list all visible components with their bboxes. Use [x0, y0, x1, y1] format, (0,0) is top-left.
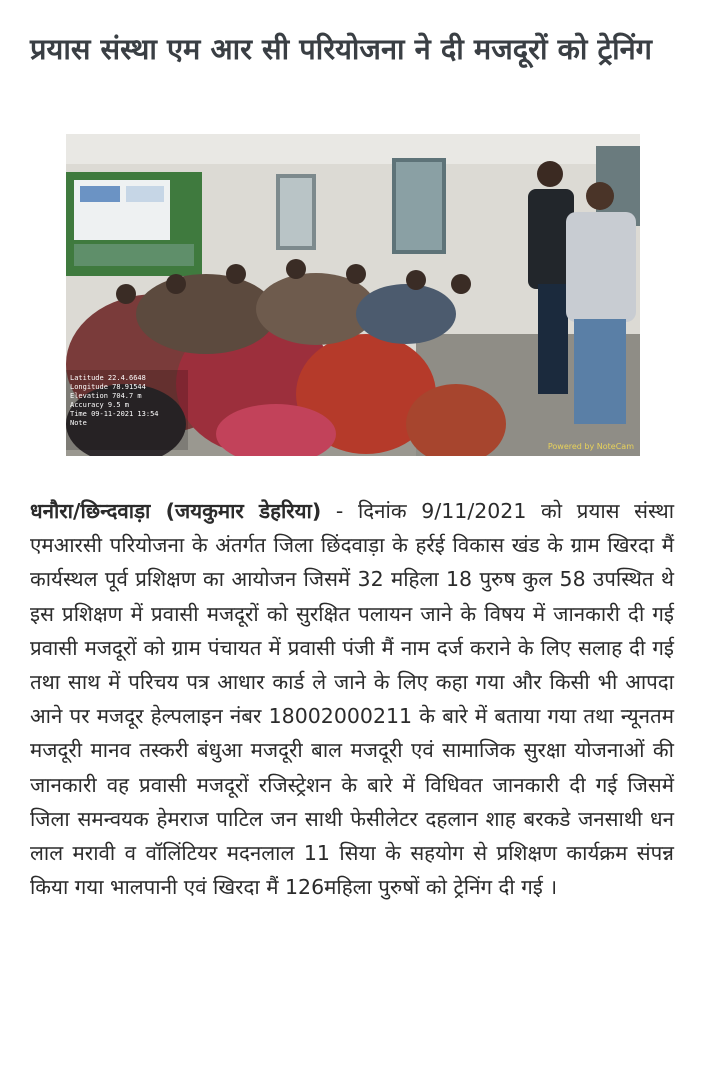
gps-line: Accuracy 9.5 m	[70, 401, 130, 409]
gps-overlay	[70, 374, 188, 428]
training-session-photo[interactable]	[66, 134, 640, 456]
article-dateline: धनौरा/छिन्दवाड़ा (जयकुमार डेहरिया)	[30, 499, 322, 523]
gps-line: Note	[70, 419, 87, 427]
article-body	[30, 494, 674, 904]
gps-line: Latitude 22.4.6648	[70, 374, 146, 382]
photo-watermark: Powered by NoteCam	[547, 442, 634, 451]
dateline-separator: -	[321, 499, 358, 523]
article-headline: प्रयास संस्था एम आर सी परियोजना ने दी मजदूरों को ट्रेनिंग	[30, 32, 653, 66]
gps-line: Time 09-11-2021 13:54	[70, 410, 159, 418]
gps-line: Longitude 78.91544	[70, 383, 146, 391]
gps-line: Elevation 704.7 m	[70, 392, 142, 400]
article-text: दिनांक 9/11/2021 को प्रयास संस्था एमआरसी परियोजना के अंतर्गत जिला छिंदवाड़ा के हर्रई विकास खंड के ग्राम खिरदा मैं कार्यस्थल पूर्व प्रशिक्षण का आयोजन जिसमें 32 महिला 18 पुरुष कुल 58 उपस्थित थे इस प्रशिक्षण में प्रवासी मजदूरों को सुरक्षित पलायन जाने के विषय में जानकारी दी गई प्रवासी मजदूरों को ग्राम पंचायत में प्रवासी पंजी मैं नाम दर्ज कराने के लिए सलाह दी गई तथा साथ में परिचय पत्र आधार कार्ड ले जाने के लिए कहा गया और किसी भी आपदा आने पर मजदूर हेल्पलाइन नंबर 18002000211 के बारे में बताया गया तथा न्यूनतम मजदूरी मानव तस्करी बंधुआ मजदूरी बाल मजदूरी एवं सामाजिक सुरक्षा योजनाओं की जानकारी वह प्रवासी मजदूरों रजिस्ट्रेशन के बारे में विधिवत जानकारी दी गई जिसमें जिला समन्वयक हेमराज पाटिल जन साथी फेसीलेटर दहलान शाह बरकडे जनसाथी धन लाल मरावी व वॉलिंटियर मदनलाल 11 सिया के सहयोग से प्रशिक्षण कार्यक्रम संपन्न किया गया भालपानी एवं खिरदा मैं 126महिला पुरुषों को ट्रेनिंग दी गई ।	[30, 499, 675, 900]
